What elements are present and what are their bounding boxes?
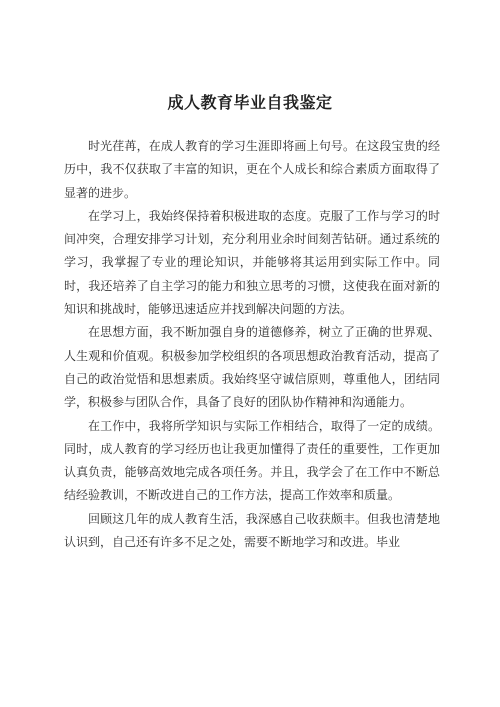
paragraph-intro: 时光荏苒，在成人教育的学习生涯即将画上句号。在这段宝贵的经历中，我不仅获取了丰富的知识，更在个人成长和综合素质方面取得了显著的进步。	[64, 139, 440, 200]
paragraph-study: 在学习上，我始终保持着积极进取的态度。克服了工作与学习的时间冲突，合理安排学习计划，充分利用业余时间刻苦钻研。通过系统的学习，我掌握了专业的理论知识，并能够将其运用到实际工作中。同时，我还培养了自主学习的能力和独立思考的习惯，这使我在面对新的知识和挑战时，能够迅速适应并找到解决问题的方法。	[64, 208, 440, 317]
paragraph-review: 回顾这几年的成人教育生活，我深感自己收获颇丰。但我也清楚地认识到，自己还有许多不足之处，需要不断地学习和改进。毕业	[64, 511, 440, 550]
paragraph-work: 在工作中，我将所学知识与实际工作相结合，取得了一定的成绩。同时，成人教育的学习经历也让我更加懂得了责任的重要性，工作更加认真负责，能够高效地完成各项任务。并且，我学会了在工作中不断总结经验教训，不断改进自己的工作方法，提高工作效率和质量。	[64, 418, 440, 503]
document-title: 成人教育毕业自我鉴定	[167, 93, 333, 112]
paragraph-thought: 在思想方面，我不断加强自身的道德修养，树立了正确的世界观、人生观和价值观。积极参加学校组织的各项思想政治教育活动，提高了自己的政治觉悟和思想素质。我始终坚守诚信原则，尊重他人，团结同学，积极参与团队合作，具备了良好的团队协作精神和沟通能力。	[64, 325, 440, 410]
document-body	[64, 135, 440, 554]
